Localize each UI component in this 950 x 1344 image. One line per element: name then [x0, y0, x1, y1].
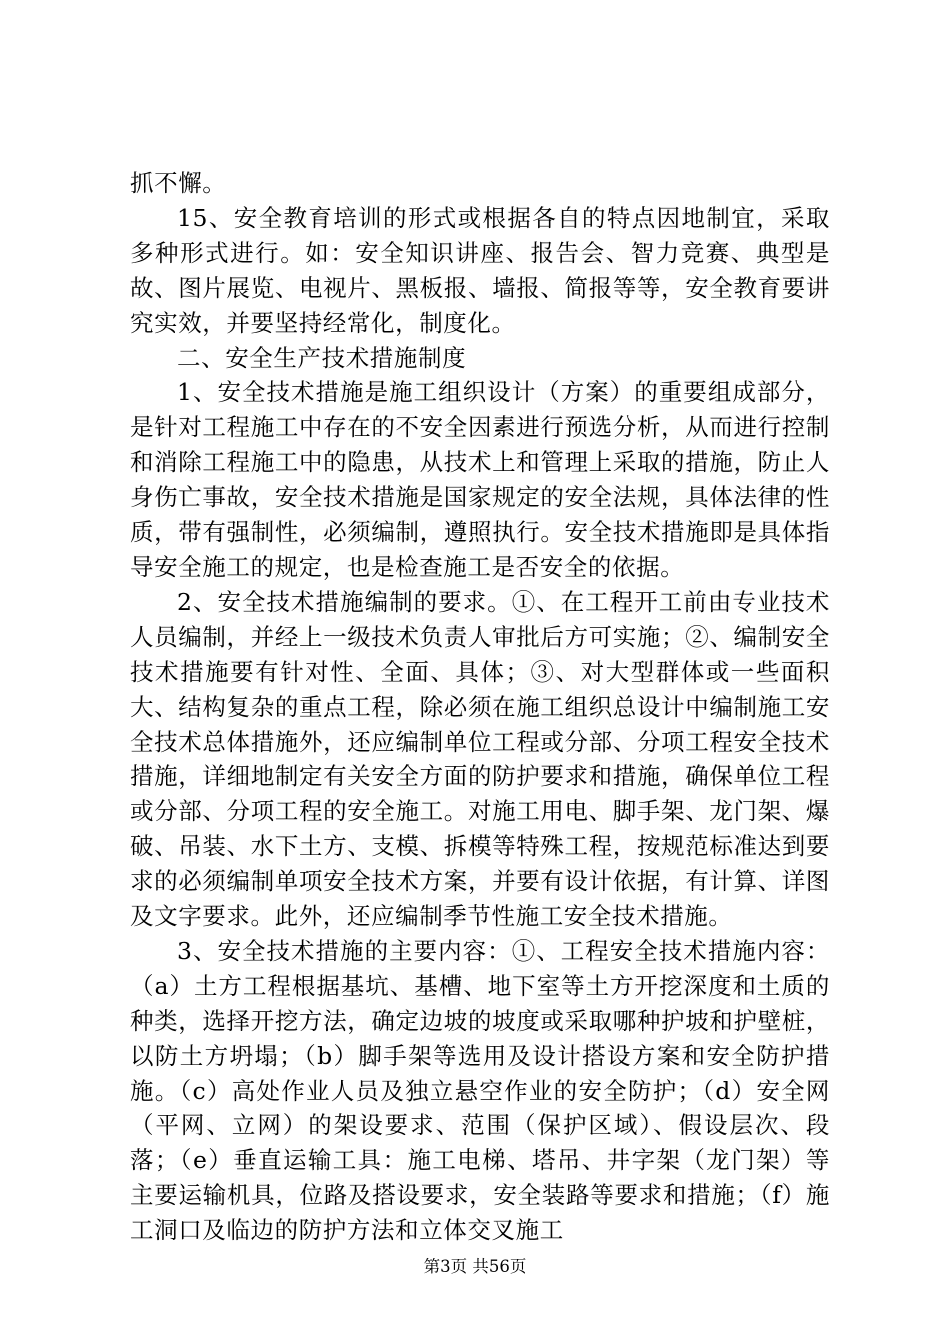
- paragraph-item-15: 15、安全教育培训的形式或根据各自的特点因地制宜，采取多种形式进行。如：安全知识讲座、报告会、智力竞赛、典型是故、图片展览、电视片、黑板报、墙报、简报等等，安全教育要讲究实效，并要坚持经常化，制度化。: [130, 203, 830, 337]
- page-footer: 第3页 共56页: [423, 1257, 527, 1276]
- section-heading: 二、安全生产技术措施制度: [177, 343, 467, 372]
- paragraph-item-1: 1、安全技术措施是施工组织设计（方案）的重要组成部分，是针对工程施工中存在的不安全因素进行预选分析，从而进行控制和消除工程施工中的隐患，从技术上和管理上采取的措施，防止人身伤亡事故，安全技术措施是国家规定的安全法规，具体法律的性质，带有强制性，必须编制，遵照执行。安全技术措施即是具体指导安全施工的规定，也是检查施工是否安全的依据。: [130, 378, 830, 581]
- paragraph-continuation: 抓不懈。: [130, 169, 227, 197]
- paragraph-item-3: 3、安全技术措施的主要内容：①、工程安全技术措施内容：（a）土方工程根据基坑、基槽、地下室等土方开挖深度和土质的种类，选择开挖方法，确定边坡的坡度或采取哪种护坡和护壁桩，以防土方坍塌；（b）脚手架等选用及设计搭设方案和安全防护措施。（c）高处作业人员及独立悬空作业的安全防护；（d）安全网（平网、立网）的架设要求、范围（保护区域）、假设层次、段落；（e）垂直运输工具：施工电梯、塔吊、井字架（龙门架）等主要运输机具，位路及搭设要求，安全装路等要求和措施；（f）施工洞口及临边的防护方法和立体交叉施工: [130, 936, 830, 1245]
- paragraph-item-2: 2、安全技术措施编制的要求。①、在工程开工前由专业技术人员编制，并经上一级技术负责人审批后方可实施；②、编制安全技术措施要有针对性、全面、具体；③、对大型群体或一些面积大、结构复杂的重点工程，除必须在施工组织总设计中编制施工安全技术总体措施外，还应编制单位工程或分部、分项工程安全技术措施，详细地制定有关安全方面的防护要求和措施，确保单位工程或分部、分项工程的安全施工。对施工用电、脚手架、龙门架、爆破、吊装、水下土方、支模、拆模等特殊工程，按规范标准达到要求的必须编制单项安全技术方案，并要有设计依据，有计算、详图及文字要求。此外，还应编制季节性施工安全技术措施。: [130, 587, 830, 931]
- body-text: [130, 166, 830, 1248]
